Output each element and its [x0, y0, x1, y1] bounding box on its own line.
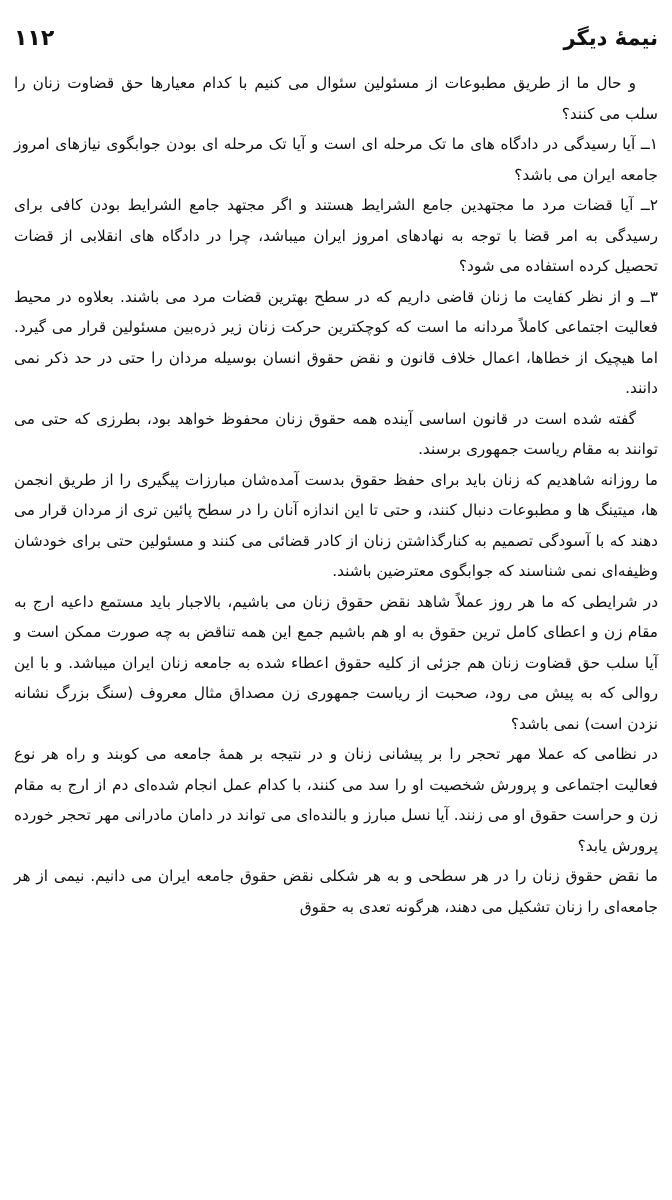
page-title: نیمهٔ دیگر: [563, 26, 658, 50]
paragraph-daily-struggle: ما روزانه شاهدیم که زنان باید برای حفظ حقوق بدست آمده‌شان مبارزات پیگیری را از طریق انجمن ها، میتینگ ها و مطبوعات دنبال کنند، و حتی تا این اندازه آنان را در سطح پائین تری از مردان قرار می دهند که با آسودگی تصمیم به کنارگذاشتن زنان از کادر قضائی می کنند و مسئولین حتی برای خودشان وظیفه‌ای نمی شناسند که جوابگوی معترضین باشند.: [14, 470, 658, 580]
paragraph-constitution: گفته شده است در قانون اساسی آینده همه حقوق زنان محفوظ خواهد بود، بطرزی که حتی می توانند به مقام ریاست جمهوری برسند.: [14, 409, 658, 458]
body-text: [14, 68, 658, 922]
paragraph-intro: و حال ما از طریق مطبوعات از مسئولین سئوال می کنیم با کدام معیارها حق قضاوت زنان را سلب می کنند؟: [14, 74, 658, 123]
paragraph-question-3: ۳ــ و از نظر کفایت ما زنان قاضی داریم که در سطح بهترین قضات مرد می باشند. بعلاوه در محیط فعالیت اجتماعی کاملاً مردانه ما است که کوچکترین حرکت زنان زیر ذره‌بین مسئولین قرار می گیرد. اما هیچیک از خطاها، اعمال خلاف قانون و نقض حقوق انسان بوسیله مردان را حتی در حد ذکر نمی دانند.: [14, 287, 658, 397]
paragraph-system: در نظامی که عملا مهر تحجر را بر پیشانی زنان و در نتیجه بر همهٔ جامعه می کوبند و راه هر نوع فعالیت اجتماعی و پرورش شخصیت او را سد می کنند، با کدام عمل انجام شده‌ای دم از ارج به مقام زن و حراست حقوق او می زنند. آیا نسل مبارز و بالنده‌ای می تواند در دامان مادرانی مهر تحجر خورده پرورش یابد؟: [14, 745, 658, 855]
page-number: ۱۱۲: [14, 25, 55, 51]
paragraph-contradiction: در شرایطی که ما هر روز عملاً شاهد نقض حقوق زنان می باشیم، بالاجبار باید مستمع داعیه ارج به مقام زن و اعطای کامل ترین حقوق به او هم باشیم جمع این همه تناقض به چه صورت ممکن است و آیا سلب حق قضاوت زنان هم جزئی از کلیه حقوق اعطاء شده به جامعه زنان ایران میباشد. و با این روالی که به پیش می رود، صحبت از ریاست جمهوری زن مصداق مثال معروف (سنگ بزرگ نشانه نزدن است) نمی باشد؟: [14, 592, 658, 733]
paragraph-question-2: ۲ــ آیا قضات مرد ما مجتهدین جامع الشرایط هستند و اگر مجتهد جامع الشرایط بودن کافی برای رسیدگی به امر قضا با توجه به نهادهای امروز ایران میباشد، چرا در دادگاه های انقلابی از قضات تحصیل کرده استفاده می شود؟: [14, 196, 658, 275]
page-header: [14, 18, 658, 58]
paragraph-conclusion: ما نقض حقوق زنان را در هر سطحی و به هر شکلی نقض حقوق جامعه ایران می دانیم. نیمی از هر جامعه‌ای را زنان تشکیل می دهند، هرگونه تعدی به حقوق: [14, 867, 658, 916]
paragraph-question-1: ۱ــ آیا رسیدگی در دادگاه های ما تک مرحله ای است و آیا تک مرحله ای بودن جوابگوی نیازهای امروز جامعه ایران می باشد؟: [14, 135, 658, 184]
